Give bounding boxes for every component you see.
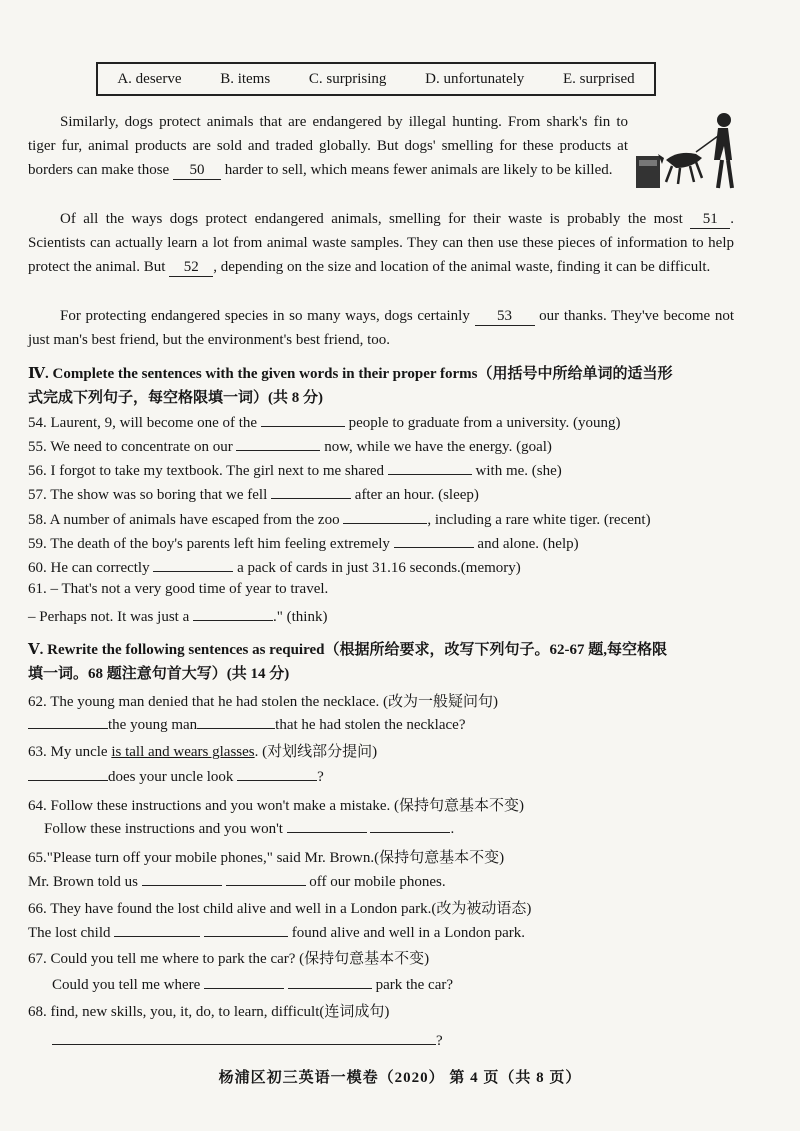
answer-blank[interactable] [288, 974, 372, 989]
underlined-part: is tall and wears glasses [111, 744, 255, 760]
paragraph-text: , depending on the size and location of the animal waste, finding it can be difficult. [213, 259, 711, 275]
question-text: with me. (she) [471, 463, 562, 479]
question-64-answer [44, 818, 454, 838]
answer-blank[interactable] [142, 871, 222, 886]
question-68-answer [52, 1030, 443, 1050]
answer-blank[interactable] [237, 766, 317, 781]
question-58 [28, 509, 651, 529]
passage-paragraph-1 [28, 110, 628, 182]
blank-51[interactable]: 51 [690, 210, 730, 229]
paragraph-text: Of all the ways dogs protect endangered animals, smelling for their waste is probably the most [60, 211, 691, 227]
passage-paragraph-3 [28, 304, 734, 352]
question-text: 63. My uncle [28, 744, 112, 760]
question-text: now, while we have the energy. (goal) [320, 439, 552, 455]
dog-handler-illustration [632, 108, 742, 198]
passage-paragraph-2 [28, 207, 734, 279]
question-61: 61. – That's not a very good time of year to travel. [28, 581, 329, 597]
word-option: D. unfortunately [425, 70, 525, 87]
question-text: 60. He can correctly [28, 560, 154, 576]
answer-blank[interactable] [394, 533, 474, 548]
word-option: A. deserve [117, 70, 182, 87]
answer-text: The lost child [28, 925, 111, 941]
question-text: – Perhaps not. It was just a [28, 609, 193, 625]
answer-blank[interactable] [388, 460, 472, 475]
heading-line: 式完成下列句子，每空格限填一词）(共 8 分) [28, 390, 323, 406]
question-text: , including a rare white tiger. (recent) [427, 512, 651, 528]
answer-text: Follow these instructions and you won't [44, 821, 283, 837]
question-text: 56. I forgot to take my textbook. The girl next to me shared [28, 463, 388, 479]
question-text: and alone. (help) [473, 536, 579, 552]
question-67-answer [52, 974, 453, 994]
blank-52[interactable]: 52 [169, 258, 213, 277]
answer-blank[interactable] [197, 714, 275, 729]
question-61-reply [28, 606, 327, 626]
answer-text: ? [436, 1033, 443, 1049]
word-option: B. items [220, 70, 271, 87]
question-57 [28, 484, 479, 504]
question-text: after an hour. (sleep) [351, 487, 479, 503]
heading-line: 填一词。68 题注意句首大写）(共 14 分) [28, 666, 290, 682]
question-text: 57. The show was so boring that we fell [28, 487, 272, 503]
word-option: E. surprised [562, 70, 635, 87]
answer-text: . [450, 821, 455, 837]
question-64: 64. Follow these instructions and you won't make a mistake. (保持句意基本不变) [28, 798, 524, 814]
question-text: people to graduate from a university. (young) [344, 415, 621, 431]
question-62: 62. The young man denied that he had stolen the necklace. (改为一般疑问句) [28, 694, 499, 710]
question-66: 66. They have found the lost child alive and well in a London park.(改为被动语态) [28, 901, 532, 917]
question-59 [28, 533, 579, 553]
answer-text: the young man [108, 717, 198, 733]
question-65-answer [28, 871, 446, 891]
paragraph-text: . Scientists can actually learn a lot from animal waste samples. They can then use these pieces of information to help protect the animal. But [28, 211, 734, 275]
answer-text: found alive and well in a London park. [291, 925, 526, 941]
heading-line: Ⅴ. Rewrite the following sentences as required（根据所给要求，改写下列句子。62-67 题,每空格限 [28, 642, 667, 658]
question-60 [28, 557, 521, 577]
question-67: 67. Could you tell me where to park the car? (保持句意基本不变) [28, 951, 430, 967]
answer-blank[interactable] [343, 509, 427, 524]
answer-text: Mr. Brown told us [28, 874, 139, 890]
question-63 [28, 740, 377, 761]
question-text: . (对划线部分提问) [254, 744, 378, 760]
answer-blank[interactable] [287, 818, 367, 833]
answer-text: ? [317, 769, 324, 785]
question-54 [28, 412, 620, 432]
paragraph-text: harder to sell, which means fewer animals are likely to be killed. [220, 162, 613, 178]
question-text: 54. Laurent, 9, will become one of the [28, 415, 261, 431]
answer-blank[interactable] [370, 818, 450, 833]
paragraph-text: For protecting endangered species in so many ways, dogs certainly [60, 308, 475, 324]
answer-blank[interactable] [114, 922, 200, 937]
answer-text: off our mobile phones. [309, 874, 446, 890]
answer-blank[interactable] [153, 557, 233, 572]
question-66-answer [28, 922, 525, 942]
paragraph-text: our thanks. They've become not just man's best friend, but the environment's best friend, too. [28, 308, 734, 348]
answer-blank[interactable] [193, 606, 273, 621]
answer-blank[interactable] [271, 484, 351, 499]
question-62-answer [28, 714, 465, 734]
answer-blank[interactable] [204, 974, 284, 989]
question-55 [28, 436, 552, 456]
question-text: 55. We need to concentrate on our [28, 439, 237, 455]
section-5-heading [28, 638, 738, 686]
question-text: ." (think) [272, 609, 328, 625]
blank-50[interactable]: 50 [173, 161, 221, 180]
answer-blank[interactable] [236, 436, 320, 451]
question-68: 68. find, new skills, you, it, do, to learn, difficult(连词成句) [28, 1004, 390, 1020]
question-63-answer [28, 766, 324, 786]
answer-blank[interactable] [261, 412, 345, 427]
paragraph-text: Similarly, dogs protect animals that are endangered by illegal hunting. From shark's fin to tiger fur, animal products are sold and traded globally. But dogs' smelling for these products at borders can make those [28, 114, 628, 178]
answer-text: Could you tell me where [52, 977, 201, 993]
heading-line: Ⅳ. Complete the sentences with the given words in their proper forms（用括号中所给单词的适当形 [28, 366, 673, 382]
page-footer: 杨浦区初三英语一模卷（2020） 第 4 页（共 8 页） [218, 1070, 582, 1086]
answer-text: park the car? [375, 977, 454, 993]
answer-blank[interactable] [28, 766, 108, 781]
answer-blank[interactable] [226, 871, 306, 886]
answer-line[interactable] [52, 1030, 436, 1045]
word-option: C. surprising [308, 70, 387, 87]
word-bank-box [96, 62, 656, 96]
answer-text: that he had stolen the necklace? [275, 717, 466, 733]
question-text: 58. A number of animals have escaped from the zoo [28, 512, 344, 528]
section-4-heading [28, 362, 738, 410]
question-text: 59. The death of the boy's parents left him feeling extremely [28, 536, 394, 552]
question-56 [28, 460, 562, 480]
question-65: 65."Please turn off your mobile phones," said Mr. Brown.(保持句意基本不变) [28, 850, 505, 866]
blank-53[interactable]: 53 [475, 307, 535, 326]
answer-blank[interactable] [204, 922, 288, 937]
answer-blank[interactable] [28, 714, 108, 729]
answer-text: does your uncle look [108, 769, 234, 785]
question-text: a pack of cards in just 31.16 seconds.(memory) [233, 560, 521, 576]
